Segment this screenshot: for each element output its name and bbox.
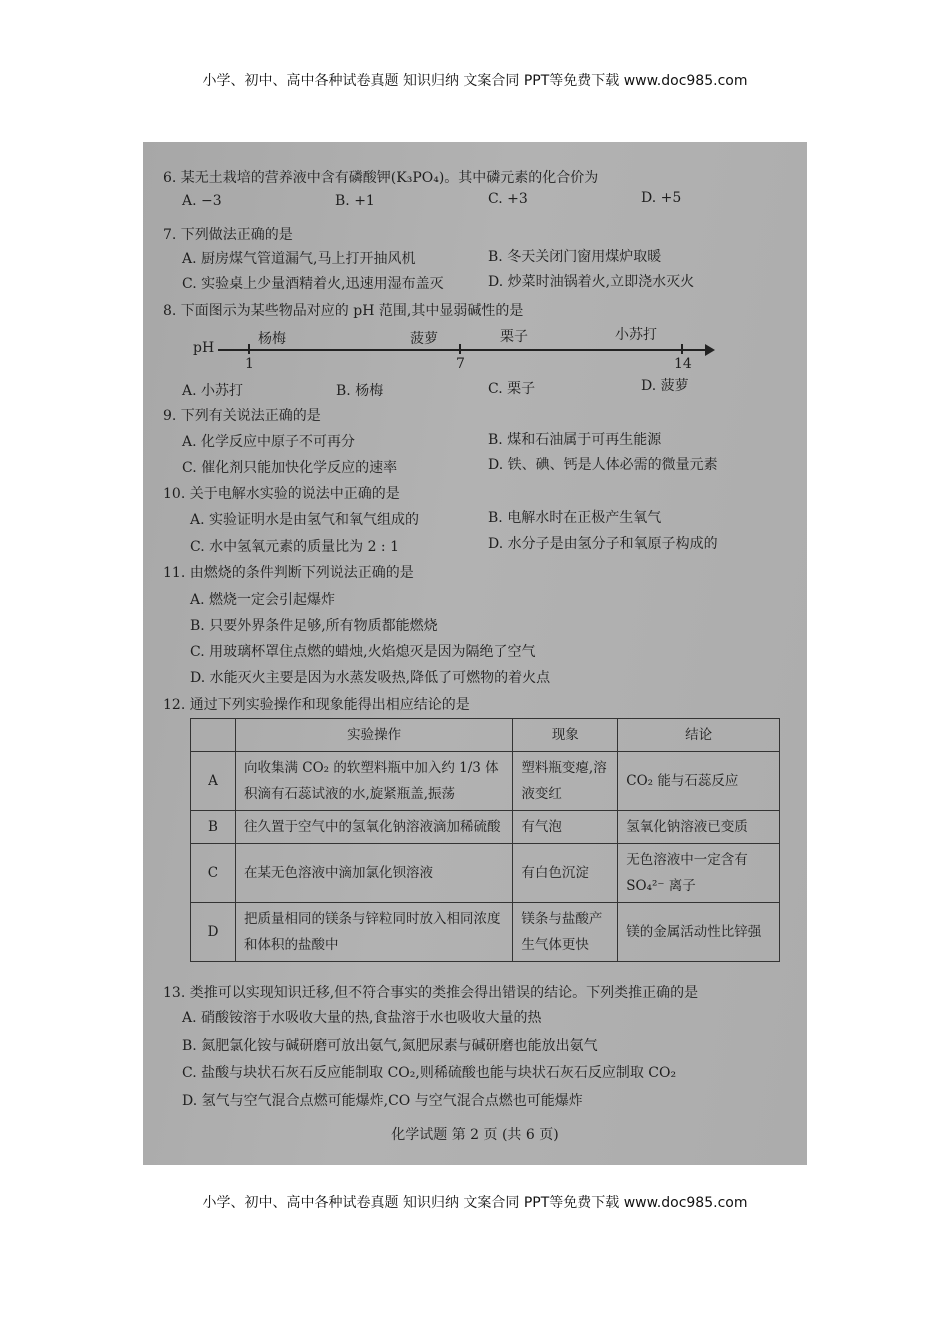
q12-table [190,718,780,962]
table-cell: A [191,752,236,811]
table-cell: 有白色沉淀 [513,844,618,903]
q10-option-a: A. 实验证明水是由氢气和氧气组成的 [190,512,420,528]
q11-option-a: A. 燃烧一定会引起爆炸 [190,592,336,608]
tick-7 [459,344,461,354]
ph-item-boluo: 菠萝 [410,331,438,347]
q7-option-b: B. 冬天关闭门窗用煤炉取暖 [488,249,662,265]
table-cell: 氢氧化钠溶液已变质 [618,811,780,844]
table-cell: 在某无色溶液中滴加氯化钡溶液 [235,844,512,903]
table-header [191,719,236,752]
q13-option-b: B. 氮肥氯化铵与碱研磨可放出氨气,氮肥尿素与碱研磨也能放出氨气 [182,1038,598,1054]
q9-option-b: B. 煤和石油属于可再生能源 [488,432,662,448]
q8-stem: 8. 下面图示为某些物品对应的 pH 范围,其中显弱碱性的是 [163,303,524,319]
q9-stem: 9. 下列有关说法正确的是 [163,408,321,424]
table-row [191,811,780,844]
table-cell: C [191,844,236,903]
q9-option-c: C. 催化剂只能加快化学反应的速率 [182,460,398,476]
q10-stem: 10. 关于电解水实验的说法中正确的是 [163,486,400,502]
q7-option-d: D. 炒菜时油锅着火,立即浇水灭火 [488,274,695,290]
table-header: 现象 [513,719,618,752]
q10-option-d: D. 水分子是由氢分子和氧原子构成的 [488,536,718,552]
q7-stem: 7. 下列做法正确的是 [163,227,293,243]
tick-1 [248,344,250,354]
axis-arrow-icon [705,344,715,356]
table-cell: B [191,811,236,844]
tick-label-1: 1 [245,356,254,372]
table-header-row [191,719,780,752]
q8-option-a: A. 小苏打 [182,383,244,399]
q8-option-b: B. 杨梅 [336,383,384,399]
q6-option-a: A. −3 [182,193,222,209]
q9-option-a: A. 化学反应中原子不可再分 [182,434,356,450]
ph-item-yangmei: 杨梅 [258,331,286,347]
q10-option-c: C. 水中氢氧元素的质量比为 2 : 1 [190,539,399,555]
table-cell: D [191,903,236,962]
watermark-top: 小学、初中、高中各种试卷真题 知识归纳 文案合同 PPT等免费下载 www.doc985.com [202,73,748,89]
q12-stem: 12. 通过下列实验操作和现象能得出相应结论的是 [163,697,470,713]
table-row [191,752,780,811]
q7-option-a: A. 厨房煤气管道漏气,马上打开抽风机 [182,251,416,267]
table-cell: 镁条与盐酸产生气体更快 [513,903,618,962]
table-cell: 把质量相同的镁条与锌粒同时放入相同浓度和体积的盐酸中 [235,903,512,962]
q13-stem: 13. 类推可以实现知识迁移,但不符合事实的类推会得出错误的结论。下列类推正确的是 [163,985,699,1001]
q13-option-c: C. 盐酸与块状石灰石反应能制取 CO₂,则稀硫酸也能与块状石灰石反应制取 CO₂ [182,1065,677,1081]
q6-stem: 6. 某无土栽培的营养液中含有磷酸钾(K₃PO₄)。其中磷元素的化合价为 [163,170,599,186]
table-cell: 向收集满 CO₂ 的软塑料瓶中加入约 1/3 体积滴有石蕊试液的水,旋紧瓶盖,振荡 [235,752,512,811]
table-cell: CO₂ 能与石蕊反应 [618,752,780,811]
q6-option-c: C. +3 [488,191,528,207]
table-row [191,844,780,903]
ph-axis-label: pH [193,340,215,356]
table-header: 结论 [618,719,780,752]
q11-option-d: D. 水能灭火主要是因为水蒸发吸热,降低了可燃物的着火点 [190,670,551,686]
q13-option-a: A. 硝酸铵溶于水吸收大量的热,食盐溶于水也吸收大量的热 [182,1010,542,1026]
ph-item-xiaosuda: 小苏打 [615,327,657,343]
ph-item-lizi: 栗子 [500,329,528,345]
ph-axis [218,349,708,351]
q9-option-d: D. 铁、碘、钙是人体必需的微量元素 [488,457,718,473]
table-cell: 无色溶液中一定含有 SO₄²⁻ 离子 [618,844,780,903]
q11-option-b: B. 只要外界条件足够,所有物质都能燃烧 [190,618,438,634]
q10-option-b: B. 电解水时在正极产生氧气 [488,510,662,526]
q6-option-b: B. +1 [335,193,375,209]
tick-label-7: 7 [456,356,465,372]
table-cell: 塑料瓶变瘪,溶液变红 [513,752,618,811]
table-header: 实验操作 [235,719,512,752]
tick-14 [681,344,683,354]
table-row [191,903,780,962]
table-cell: 往久置于空气中的氢氧化钠溶液滴加稀硫酸 [235,811,512,844]
page-footer: 化学试题 第 2 页 (共 6 页) [391,1127,559,1143]
q6-option-d: D. +5 [641,190,682,206]
table-cell: 有气泡 [513,811,618,844]
table-cell: 镁的金属活动性比锌强 [618,903,780,962]
tick-label-14: 14 [674,356,692,372]
q8-option-d: D. 菠萝 [641,378,689,394]
watermark-bottom: 小学、初中、高中各种试卷真题 知识归纳 文案合同 PPT等免费下载 www.doc985.com [202,1195,748,1211]
q11-stem: 11. 由燃烧的条件判断下列说法正确的是 [163,565,414,581]
q11-option-c: C. 用玻璃杯罩住点燃的蜡烛,火焰熄灭是因为隔绝了空气 [190,644,536,660]
q13-option-d: D. 氢气与空气混合点燃可能爆炸,CO 与空气混合点燃也可能爆炸 [182,1093,583,1109]
q7-option-c: C. 实验桌上少量酒精着火,迅速用湿布盖灭 [182,276,444,292]
q8-option-c: C. 栗子 [488,381,536,397]
exam-page-photo [143,142,807,1165]
